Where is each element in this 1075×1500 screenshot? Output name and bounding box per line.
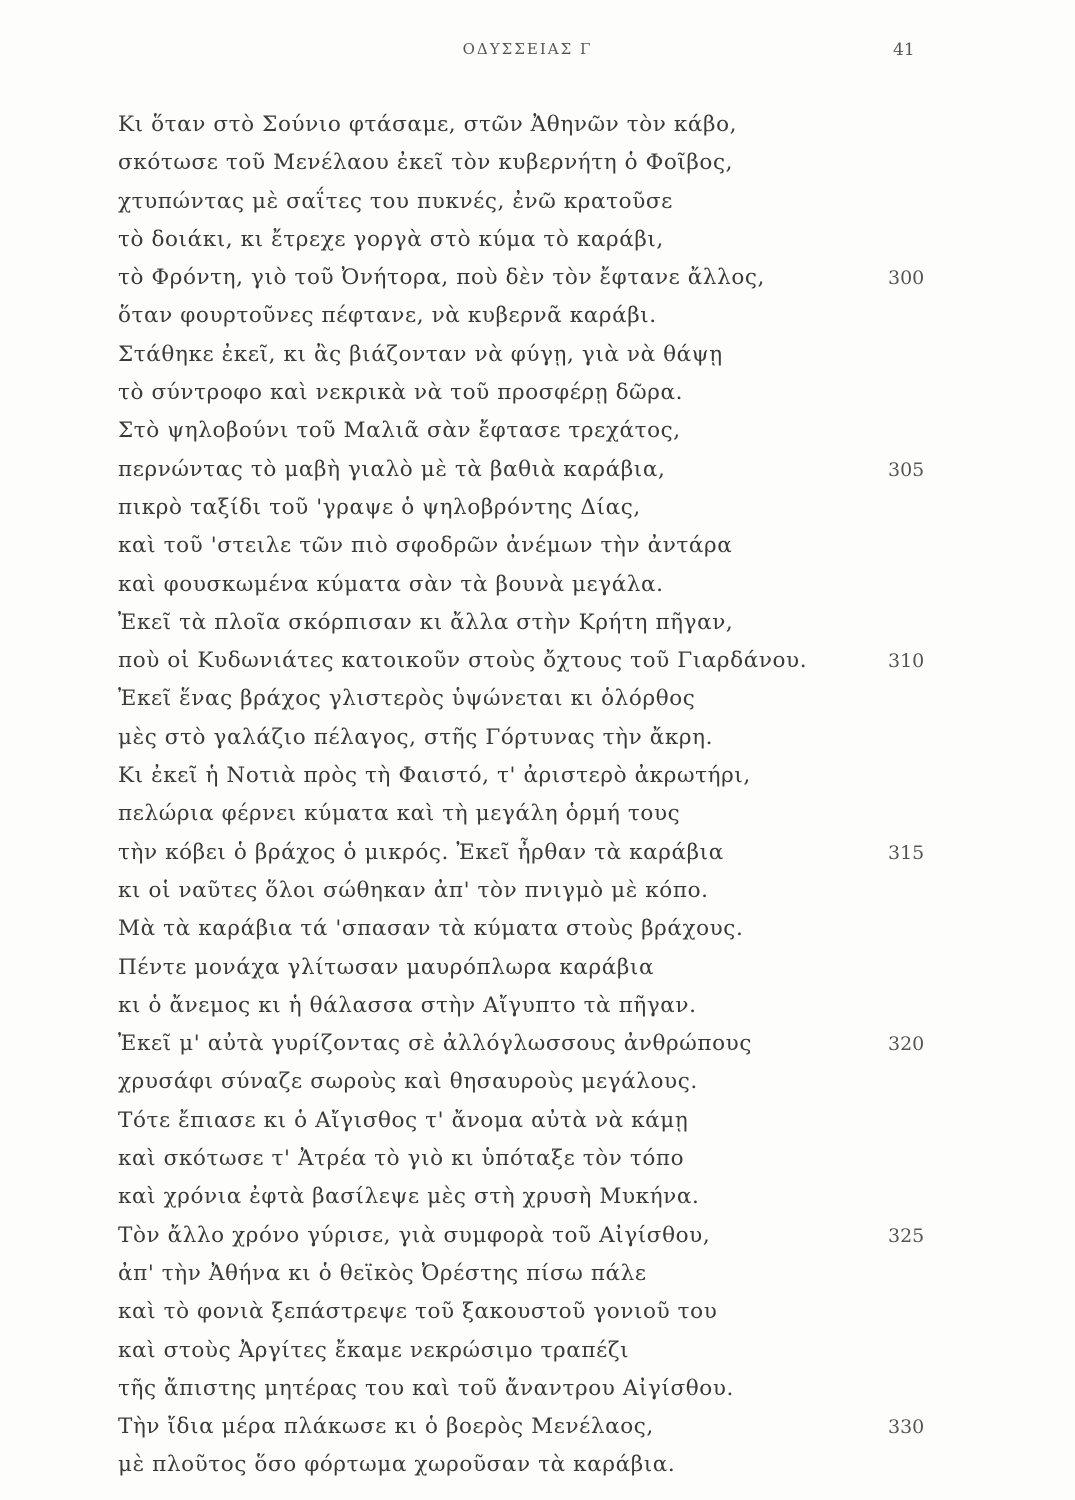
verse-line <box>118 642 958 680</box>
verse-line <box>118 566 958 604</box>
verse-number: 325 <box>888 1224 925 1247</box>
verse-text: Στάθηκε ἐκεῖ, κι ἂς βιάζονταν νὰ φύγῃ, γιὰ νὰ θάψῃ <box>118 341 723 367</box>
verse-text: πικρὸ ταξίδι τοῦ 'γραψε ὁ ψηλοβρόντης Δίας, <box>118 494 641 520</box>
verse-line <box>118 183 958 221</box>
verse-text: τὸ δοιάκι, κι ἔτρεχε γοργὰ στὸ κύμα τὸ καράβι, <box>118 226 664 252</box>
verse-line <box>118 144 958 182</box>
verse-text: σκότωσε τοῦ Μενέλαου ἐκεῖ τὸν κυβερνήτη ὁ Φοῖβος, <box>118 150 734 176</box>
verse-line <box>118 451 958 489</box>
verse-text: Πέντε μονάχα γλίτωσαν μαυρόπλωρα καράβια <box>118 954 655 980</box>
verse-line <box>118 987 958 1025</box>
verse-line <box>118 1293 958 1331</box>
running-head <box>0 40 1075 60</box>
verse-number: 310 <box>888 650 925 673</box>
verse-line <box>118 1217 958 1255</box>
verse-number: 330 <box>888 1416 925 1439</box>
verse-line <box>118 834 958 872</box>
verse-text: καὶ τὸ φονιὰ ξεπάστρεψε τοῦ ξακουστοῦ γονιοῦ του <box>118 1299 718 1325</box>
verse-text: καὶ στοὺς Ἀργίτες ἔκαμε νεκρώσιμο τραπέζι <box>118 1337 630 1363</box>
verse-line <box>118 872 958 910</box>
verse-line <box>118 795 958 833</box>
verse-text: περνώντας τὸ μαβὴ γιαλὸ μὲ τὰ βαθιὰ καράβια, <box>118 456 666 482</box>
verse-text: Κι ὅταν στὸ Σούνιο φτάσαμε, στῶν Ἀθηνῶν τὸν κάβο, <box>118 112 738 137</box>
verse-line <box>118 1178 958 1216</box>
verse-line <box>118 757 958 795</box>
verse-line <box>118 221 958 259</box>
verse-number: 320 <box>888 1033 925 1056</box>
verse-line <box>118 719 958 757</box>
verse-text: Ἐκεῖ ἕνας βράχος γλιστερὸς ὑψώνεται κι ὁλόρθος <box>118 686 696 712</box>
verse-text: μὲς στὸ γαλάζιο πέλαγος, στῆς Γόρτυνας τὴν ἄκρη. <box>118 724 714 750</box>
verse-line <box>118 527 958 565</box>
verse-text: μὲ πλοῦτος ὅσο φόρτωμα χωροῦσαν τὰ καράβια. <box>118 1452 676 1478</box>
verse-line <box>118 297 958 335</box>
verse-text: Ἐκεῖ τὰ πλοῖα σκόρπισαν κι ἄλλα στὴν Κρήτη πῆγαν, <box>118 609 734 635</box>
verse-text: Τότε ἔπιασε κι ὁ Αἴγισθος τ' ἄνομα αὐτὰ νὰ κάμῃ <box>118 1107 689 1133</box>
verse-line <box>118 1370 958 1408</box>
verse-line <box>118 680 958 718</box>
verse-text: τὴν κόβει ὁ βράχος ὁ μικρός. Ἐκεῖ ἦρθαν τὰ καράβια <box>118 839 724 865</box>
verse-text: καὶ τοῦ 'στειλε τῶν πιὸ σφοδρῶν ἀνέμων τὴν ἀντάρα <box>118 533 733 559</box>
verse-text: Τὸν ἄλλο χρόνο γύρισε, γιὰ συμφορὰ τοῦ Αἰγίσθου, <box>118 1222 711 1248</box>
verse-text: τῆς ἄπιστης μητέρας του καὶ τοῦ ἄναντρου Αἰγίσθου. <box>118 1375 734 1401</box>
verse-text: Κι ἐκεῖ ἡ Νοτιὰ πρὸς τὴ Φαιστό, τ' ἀριστερὸ ἀκρωτήρι, <box>118 763 751 789</box>
verse-text: κι ὁ ἄνεμος κι ἡ θάλασσα στὴν Αἴγυπτο τὰ πῆγαν. <box>118 992 697 1018</box>
verse-line <box>118 1332 958 1370</box>
verse-line <box>118 374 958 412</box>
verse-text: ποὺ οἱ Κυδωνιάτες κατοικοῦν στοὺς ὄχτους τοῦ Γιαρδάνου. <box>118 648 808 674</box>
verse-line <box>118 1102 958 1140</box>
verse-line <box>118 106 958 144</box>
verse-text: καὶ σκότωσε τ' Ἀτρέα τὸ γιὸ κι ὑπόταξε τὸν τόπο <box>118 1146 685 1172</box>
verse-number: 315 <box>888 841 925 864</box>
verse-line <box>118 1025 958 1063</box>
verse-line <box>118 1140 958 1178</box>
verse-number: 305 <box>888 458 925 481</box>
verse-text: ἀπ' τὴν Ἀθήνα κι ὁ θεϊκὸς Ὀρέστης πίσω πάλε <box>118 1260 647 1286</box>
verse-text: τὸ σύντροφο καὶ νεκρικὰ νὰ τοῦ προσφέρῃ δῶρα. <box>118 380 684 406</box>
verse-line <box>118 1408 958 1446</box>
verse-text: ὅταν φουρτοῦνες πέφτανε, νὰ κυβερνᾶ καράβι. <box>118 303 657 329</box>
verse-line <box>118 1063 958 1101</box>
verse-line <box>118 489 958 527</box>
verse-text: τὸ Φρόντη, γιὸ τοῦ Ὀνήτορα, ποὺ δὲν τὸν ἔφτανε ἄλλος, <box>118 265 765 291</box>
verse-text: καὶ φουσκωμένα κύματα σὰν τὰ βουνὰ μεγάλα. <box>118 571 664 597</box>
verse-text: χρυσάφι σύναζε σωροὺς καὶ θησαυροὺς μεγάλους. <box>118 1069 698 1095</box>
verse-text: κι οἱ ναῦτες ὅλοι σώθηκαν ἀπ' τὸν πνιγμὸ μὲ κόπο. <box>118 877 709 903</box>
verse-text: Τὴν ἴδια μέρα πλάκωσε κι ὁ βοερὸς Μενέλαος, <box>118 1414 654 1440</box>
verse-line <box>118 604 958 642</box>
page-number: 41 <box>893 40 915 60</box>
verse-text: Στὸ ψηλοβούνι τοῦ Μαλιᾶ σὰν ἔφτασε τρεχάτος, <box>118 418 681 444</box>
running-title: ΟΔΥΣΣΕΙΑΣ Γ <box>462 40 593 58</box>
poem-body <box>118 106 958 1485</box>
verse-line <box>118 1255 958 1293</box>
verse-line <box>118 336 958 374</box>
verse-text: χτυπώντας μὲ σαΐτες του πυκνές, ἐνῶ κρατοῦσε <box>118 188 673 214</box>
verse-text: πελώρια φέρνει κύματα καὶ τὴ μεγάλη ὁρμή τους <box>118 801 681 827</box>
verse-line <box>118 259 958 297</box>
verse-line <box>118 412 958 450</box>
verse-text: καὶ χρόνια ἐφτὰ βασίλεψε μὲς στὴ χρυσὴ Μυκήνα. <box>118 1184 700 1210</box>
verse-text: Μὰ τὰ καράβια τά 'σπασαν τὰ κύματα στοὺς βράχους. <box>118 916 744 942</box>
verse-text: Ἐκεῖ μ' αὐτὰ γυρίζοντας σὲ ἀλλόγλωσσους ἀνθρώπους <box>118 1031 752 1057</box>
verse-line <box>118 1446 958 1484</box>
verse-line <box>118 910 958 948</box>
verse-line <box>118 949 958 987</box>
verse-number: 300 <box>888 267 925 290</box>
